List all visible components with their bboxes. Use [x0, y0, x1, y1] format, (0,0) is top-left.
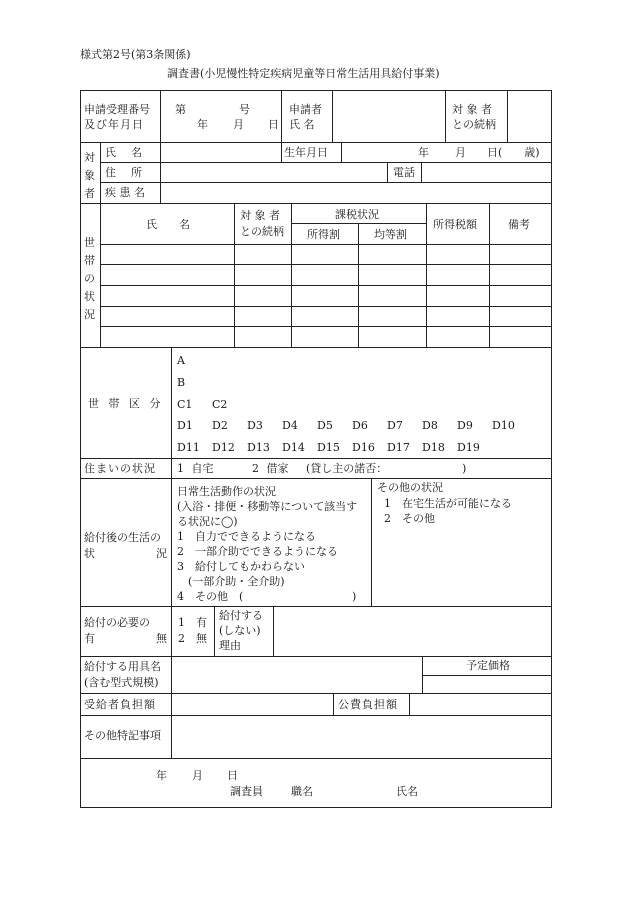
- necessity-no[interactable]: 2 無: [178, 632, 207, 645]
- necessity-label-2b: 無: [156, 632, 167, 645]
- other-status-heading: その他の状況: [377, 481, 443, 494]
- notes-label: その他特記事項: [84, 729, 161, 742]
- housing-rental[interactable]: 2 借家: [252, 462, 289, 475]
- adl-heading: 日常生活動作の状況: [177, 485, 276, 498]
- category-option[interactable]: D9: [457, 419, 473, 432]
- category-option[interactable]: D11: [177, 441, 200, 454]
- reason-field[interactable]: [274, 607, 551, 656]
- birth-nen: 年: [418, 146, 429, 159]
- signoff-tsuki: 月: [192, 769, 203, 782]
- household-relation-header-1: 対 象 者: [240, 209, 280, 222]
- housing-own[interactable]: 1 自宅: [177, 462, 214, 475]
- recipient-burden-label: 受給者負担額: [84, 698, 156, 711]
- address-field[interactable]: [161, 163, 387, 182]
- tax-status-header: 課税状況: [335, 208, 379, 221]
- equipment-label-1: 給付する用具名: [84, 660, 161, 673]
- applicant-name-field[interactable]: [333, 99, 445, 142]
- signoff-nen: 年: [156, 769, 167, 782]
- adl-option-4-close: ): [352, 590, 357, 603]
- phone-label: 電話: [393, 166, 415, 179]
- category-option[interactable]: D17: [387, 441, 410, 454]
- equipment-label-2: (含む型式規模): [84, 676, 159, 689]
- necessity-yes[interactable]: 1 有: [178, 616, 207, 629]
- equipment-field[interactable]: [172, 657, 422, 693]
- birth-hi-age: 日( 歳): [487, 146, 540, 159]
- adl-note: (入浴・排便・移動等について該当す: [177, 500, 358, 513]
- household-relation-header-2: との続柄: [240, 225, 284, 238]
- subject-name-field[interactable]: [161, 143, 281, 162]
- category-option[interactable]: D19: [457, 441, 480, 454]
- applicant-label-1: 申請者: [289, 103, 322, 116]
- category-option[interactable]: D5: [317, 419, 333, 432]
- public-burden-label: 公費負担額: [338, 698, 398, 711]
- category-option[interactable]: C1: [177, 398, 193, 411]
- category-option[interactable]: D1: [177, 419, 193, 432]
- form-number: 様式第2号(第3条関係): [80, 48, 191, 61]
- other-status-option-2[interactable]: 2 その他: [384, 512, 435, 525]
- remarks-header: 備考: [508, 218, 530, 231]
- category-label: 世 帯 区 分: [88, 397, 164, 410]
- receipt-label-1: 申請受理番号: [84, 103, 150, 116]
- category-option[interactable]: B: [177, 376, 186, 389]
- adl-note-2: る状況に◯): [177, 515, 238, 528]
- signoff-hi: 日: [227, 769, 238, 782]
- adl-option-4[interactable]: 4 その他 (: [177, 590, 244, 603]
- relation-label-2: との続柄: [452, 118, 496, 131]
- receipt-nen: 年: [197, 118, 208, 131]
- birth-tsuki: 月: [455, 146, 466, 159]
- reason-label-1: 給付する: [219, 609, 263, 622]
- adl-option-2[interactable]: 2 一部介助でできるようになる: [177, 545, 338, 558]
- category-option[interactable]: D4: [282, 419, 298, 432]
- address-label: 住 所: [105, 166, 144, 179]
- reason-label-3: 理由: [219, 639, 241, 652]
- category-option[interactable]: D10: [492, 419, 515, 432]
- applicant-label-2: 氏 名: [289, 118, 315, 131]
- disease-field[interactable]: [161, 183, 551, 203]
- category-option[interactable]: D7: [387, 419, 403, 432]
- income-levy-header: 所得割: [307, 228, 340, 241]
- category-option[interactable]: D13: [247, 441, 270, 454]
- household-rows[interactable]: [101, 245, 551, 346]
- category-option[interactable]: D14: [282, 441, 305, 454]
- landlord-consent-label: (貸し主の諾否：: [306, 462, 388, 475]
- income-tax-header: 所得税額: [433, 218, 477, 231]
- necessity-label-2a: 有: [84, 632, 95, 645]
- other-status-option-1[interactable]: 1 在宅生活が可能になる: [384, 497, 512, 510]
- receipt-dai: 第: [175, 103, 186, 116]
- after-living-label-2a: 状: [84, 547, 95, 560]
- after-living-label-1: 給付後の生活の: [84, 531, 161, 544]
- adl-option-3-sub[interactable]: (一部介助・全介助): [177, 575, 285, 588]
- after-living-label-2b: 況: [156, 547, 167, 560]
- receipt-tsuki: 月: [233, 118, 244, 131]
- notes-field[interactable]: [172, 716, 551, 758]
- relation-label-1: 対 象 者: [452, 103, 492, 116]
- birth-label: 生年月日: [284, 146, 328, 159]
- disease-label: 疾 患 名: [105, 186, 145, 199]
- recipient-burden-field[interactable]: [172, 694, 333, 715]
- receipt-go: 号: [239, 103, 250, 116]
- category-option[interactable]: D15: [317, 441, 340, 454]
- relation-field[interactable]: [508, 91, 551, 142]
- position-label: 職名: [291, 785, 313, 798]
- price-label: 予定価格: [466, 659, 510, 672]
- category-option[interactable]: D6: [352, 419, 368, 432]
- category-option[interactable]: D16: [352, 441, 375, 454]
- necessity-label-1: 給付の必要の: [84, 616, 150, 629]
- public-burden-field[interactable]: [410, 694, 551, 715]
- adl-option-3[interactable]: 3 給付してもかわらない: [177, 560, 305, 573]
- category-option[interactable]: D8: [422, 419, 438, 432]
- receipt-label-2: 及び年月日: [84, 118, 144, 131]
- subject-side-label: 対 象 者: [84, 151, 95, 200]
- adl-option-1[interactable]: 1 自力でできるようになる: [177, 530, 316, 543]
- landlord-consent-close: ): [462, 462, 467, 475]
- form-title: 調査書(小児慢性特定疾病児童等日常生活用具給付事業): [167, 67, 440, 80]
- category-option[interactable]: D12: [212, 441, 235, 454]
- receipt-hi: 日: [268, 118, 279, 131]
- category-option[interactable]: D18: [422, 441, 445, 454]
- category-option[interactable]: A: [177, 354, 185, 367]
- housing-label: 住まいの状況: [84, 462, 156, 475]
- investigator-label: 調査員: [230, 785, 263, 798]
- category-option[interactable]: C2: [212, 398, 228, 411]
- investigator-name-label: 氏名: [396, 785, 418, 798]
- reason-label-2: (しない): [219, 624, 261, 637]
- subject-name-label: 氏 名: [105, 146, 144, 159]
- per-capita-header: 均等割: [374, 228, 407, 241]
- category-option[interactable]: D3: [247, 419, 263, 432]
- price-field[interactable]: [423, 676, 551, 693]
- household-side-label: 世 帯 の 状 況: [84, 236, 95, 321]
- category-option[interactable]: D2: [212, 419, 228, 432]
- phone-field[interactable]: [422, 163, 551, 182]
- household-name-header: 氏 名: [146, 218, 190, 231]
